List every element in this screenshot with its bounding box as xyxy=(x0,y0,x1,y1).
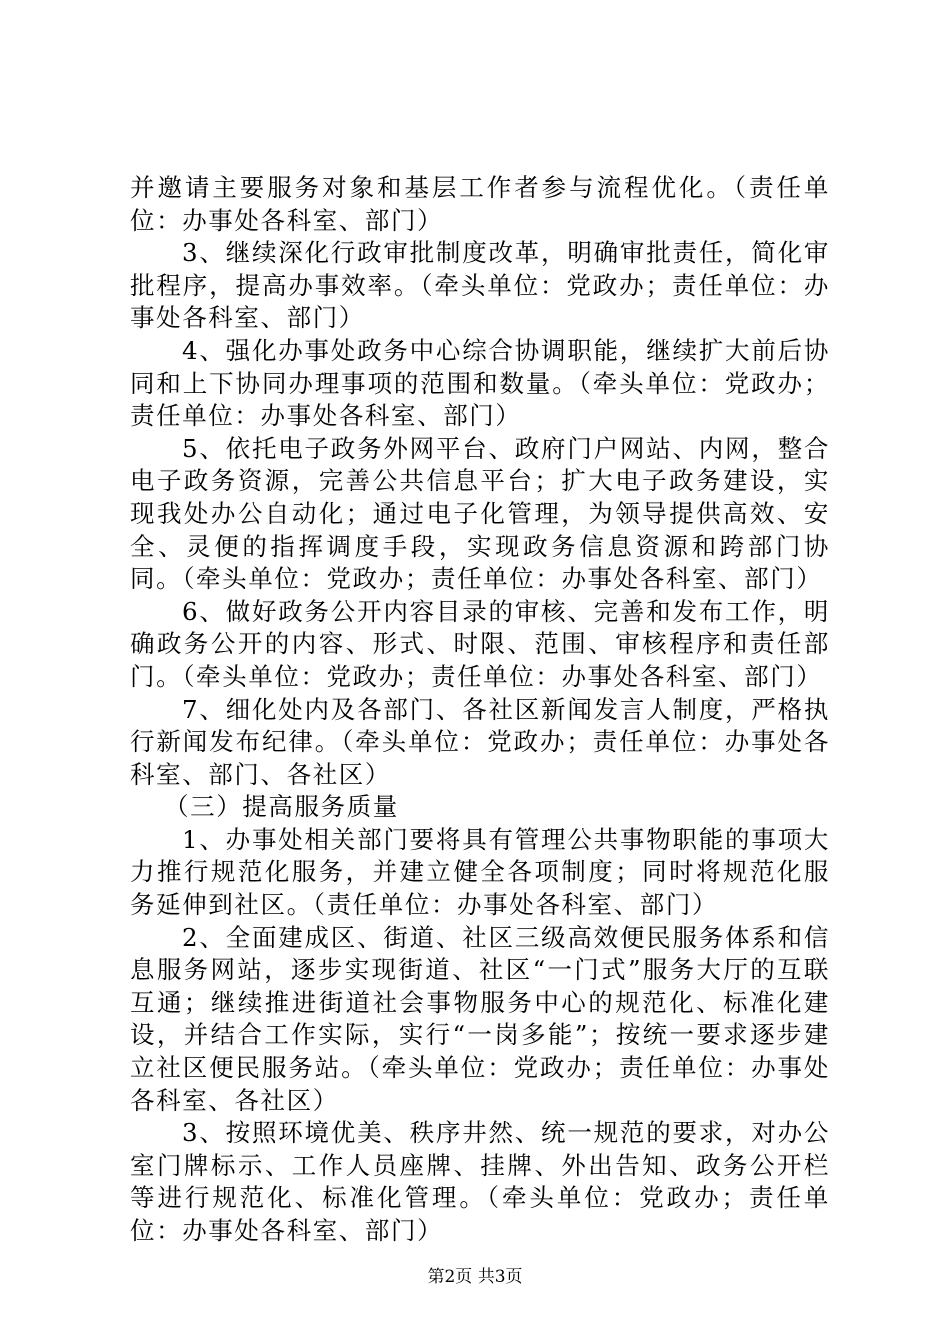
paragraph-item-3-approval-reform: 3、继续深化行政审批制度改革，明确审批责任，简化审批程序，提高办事效率。（牵头单位：党政办；责任单位：办事处各科室、部门） xyxy=(130,238,830,333)
document-body xyxy=(130,172,830,1248)
paragraph-continuation: 并邀请主要服务对象和基层工作者参与流程优化。（责任单位：办事处各科室、部门） xyxy=(130,173,830,235)
paragraph-item-3-office-signage: 3、按照环境优美、秩序井然、统一规范的要求，对办公室门牌标示、工作人员座牌、挂牌、外出告知、政务公开栏等进行规范化、标准化管理。（牵头单位：党政办；责任单位：办事处各科室、部门） xyxy=(130,1118,830,1245)
paragraph-item-4-coordination: 4、强化办事处政务中心综合协调职能，继续扩大前后协同和上下协同办理事项的范围和数量。（牵头单位：党政办；责任单位：办事处各科室、部门） xyxy=(130,335,830,431)
section-heading-service-quality: （三）提高服务质量 xyxy=(164,792,399,822)
paragraph-item-6-disclosure: 6、做好政务公开内容目录的审核、完善和发布工作，明确政务公开的内容、形式、时限、范围、审核程序和责任部门。（牵头单位：党政办；责任单位：办事处各科室、部门） xyxy=(130,596,830,691)
paragraph-item-1-standardization: 1、办事处相关部门要将具有管理公共事物职能的事项大力推行规范化服务，并建立健全各项制度；同时将规范化服务延伸到社区。（责任单位：办事处各科室、部门） xyxy=(130,824,830,920)
paragraph-item-2-service-system: 2、全面建成区、街道、社区三级高效便民服务体系和信息服务网站，逐步实现街道、社区“一门式”服务大厅的互联互通；继续推进街道社会事物服务中心的规范化、标准化建设，并结合工作实际，实行“一岗多能”；按统一要求逐步建立社区便民服务站。（牵头单位：党政办；责任单位：办事处各科室、各社区） xyxy=(130,922,830,1115)
paragraph-item-5-e-government: 5、依托电子政务外网平台、政府门户网站、内网，整合电子政务资源，完善公共信息平台；扩大电子政务建设，实现我处办公自动化；通过电子化管理，为领导提供高效、安全、灵便的指挥调度手段，实现政务信息资源和跨部门协同。（牵头单位：党政办；责任单位：办事处各科室、部门） xyxy=(130,433,830,594)
page-number-footer: 第2页 共3页 xyxy=(427,1267,523,1287)
paragraph-item-7-spokesperson: 7、细化处内及各部门、各社区新闻发言人制度，严格执行新闻发布纪律。（牵头单位：党政办；责任单位：办事处各科室、部门、各社区） xyxy=(130,694,830,789)
